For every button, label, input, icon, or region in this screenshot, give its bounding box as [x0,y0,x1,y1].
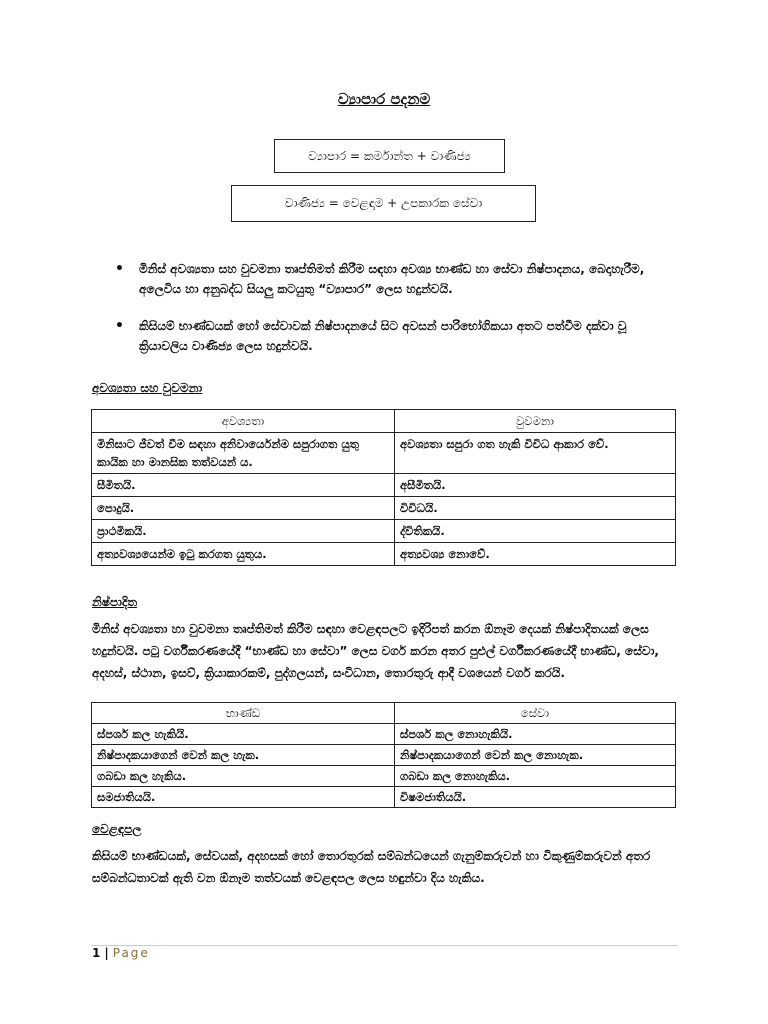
goods-services-table [91,702,676,808]
list-item: • මිනිස් අවශ්‍යතා සහ වුවමනා තෘප්තිමත් කිරීම සඳහා අවශ්‍ය භාණ්ඩ හා සේවා නිෂ්පාදනය, බෙදාහැරීම, අලෙවිය හා අනුබද්ධ සියලු කටයුතු “ව්‍යාපාර” ලෙස හදුන්වයි. [115,259,670,299]
page-title [0,90,768,108]
table-row [92,497,676,520]
table-cell: අවශ්‍යතා සපුරා ගත හැකි විවිධ ආකාර වේ. [395,433,676,474]
table-header-cell: භාණ්ඩ [92,703,395,724]
page-number: 1 [92,946,101,960]
formula-box-business [274,139,505,173]
table-row [92,474,676,497]
table-row [92,433,676,474]
table-cell: ස්පර්ශ කල නොහැකියි. [395,724,676,745]
table-row [92,766,676,787]
section-heading-products: නිෂ්පාදිත [92,595,138,609]
table-cell: විෂමජාතියයි. [395,787,676,808]
table-cell: සීමිතයි. [92,474,395,497]
definition-list [115,259,670,373]
table-header-cell: සේවා [395,703,676,724]
table-cell: ද්විතිකයි. [395,520,676,543]
table-cell: විවිධයි. [395,497,676,520]
list-item: • කිසියම් භාණ්ඩයක් හෝ සේවාවක් නිෂ්පාදනයේ සිට අවසන් පාරිභෝගිකයා අතට පත්වීම දක්වා වූ ක්‍රියාවලිය වාණිජ්‍ය ලෙස හදුන්වයි. [115,316,670,356]
table-cell: අත්‍යවශ්‍ය නොවේ. [395,543,676,566]
market-paragraph: කිසියම් භාණ්ඩයක්, සේවයක්, අදහසක් හෝ තොරතුරක් සම්බන්ධයෙන් ගැනුම්කරුවන් හා විකුණුම්කරුවන් අතර සම්බන්ධතාවක් ඇති වන ඕනෑම තත්වයක් වෙළඳපල ලෙස හඳුන්වා දිය හැකිය. [92,849,651,885]
table-row [92,724,676,745]
formula-text: වාණිජ්‍ය = වෙළඳාම + උපකාරක සේවා [284,196,483,210]
formula-box-commerce [231,185,536,222]
section-heading-market: වෙළඳපල [92,822,142,836]
formula-text: ව්‍යාපාර = කර්මාන්ත + වාණිජ්‍ය [308,148,471,163]
table-cell: සමජාතියයි. [92,787,395,808]
page-footer [92,946,150,960]
table-row [92,520,676,543]
table-cell: ගබඩා කල හැකිය. [92,766,395,787]
footer-divider [91,945,678,946]
products-paragraph: මිනිස් අවශ්‍යතා හා වුවමනා තෘප්තිමත් කිරීම සඳහා වෙළඳපලට ඉදිරිපත් කරන ඕනෑම දෙයක් නිෂ්පාදිතයක් ලෙස හදුන්වයි. පටු වර්ගීකරණයේදී “භාණ්ඩ හා සේවා” ලෙස වර්ග කරන අතර පුළුල් වර්ගීකරණයේදී භාණ්ඩ, සේවා, අදහස්, ස්ථාන, ඉසව්, ක්‍රියාකාරකම්, පුද්ගලයන්, සංවිධාන, තොරතුරු ආදී වශයෙන් වර්ග කරයි. [92,622,659,680]
table-header-cell: වුවමනා [395,410,676,433]
table-cell: නිෂ්පාදකයාගෙන් වෙන් කල හැක. [92,745,395,766]
table-cell: අසීමිතයි. [395,474,676,497]
table-cell: අත්‍යවශ්‍යයෙන්ම ඉටු කරගත යුතුය. [92,543,395,566]
table-header-row [92,703,676,724]
table-row [92,787,676,808]
needs-wants-table [91,409,676,566]
section-heading-needs-wants: අවශ්‍යතා සහ වුවමනා [92,381,203,395]
table-cell: පොදුයි. [92,497,395,520]
table-cell: නිෂ්පාදකයාගෙන් වෙන් කල නොහැක. [395,745,676,766]
table-row [92,745,676,766]
table-cell: ප්‍රාථමිකයි. [92,520,395,543]
table-cell: මිනිසාට ජීවත් වීම සඳහා අනිවාර්යෙන්ම සපුරාගත යුතු කායික හා මානසික තත්වයන් ය. [92,433,395,474]
table-cell: ගබඩා කල නොහැකිය. [395,766,676,787]
page-label: Page [112,946,150,960]
table-header-cell: අවශ්‍යතා [92,410,395,433]
table-row [92,543,676,566]
table-header-row [92,410,676,433]
footer-separator: | [104,946,109,960]
table-cell: ස්පර්ශ කල හැකියි. [92,724,395,745]
page-title-text: ව්‍යාපාර පදනම [337,90,431,108]
